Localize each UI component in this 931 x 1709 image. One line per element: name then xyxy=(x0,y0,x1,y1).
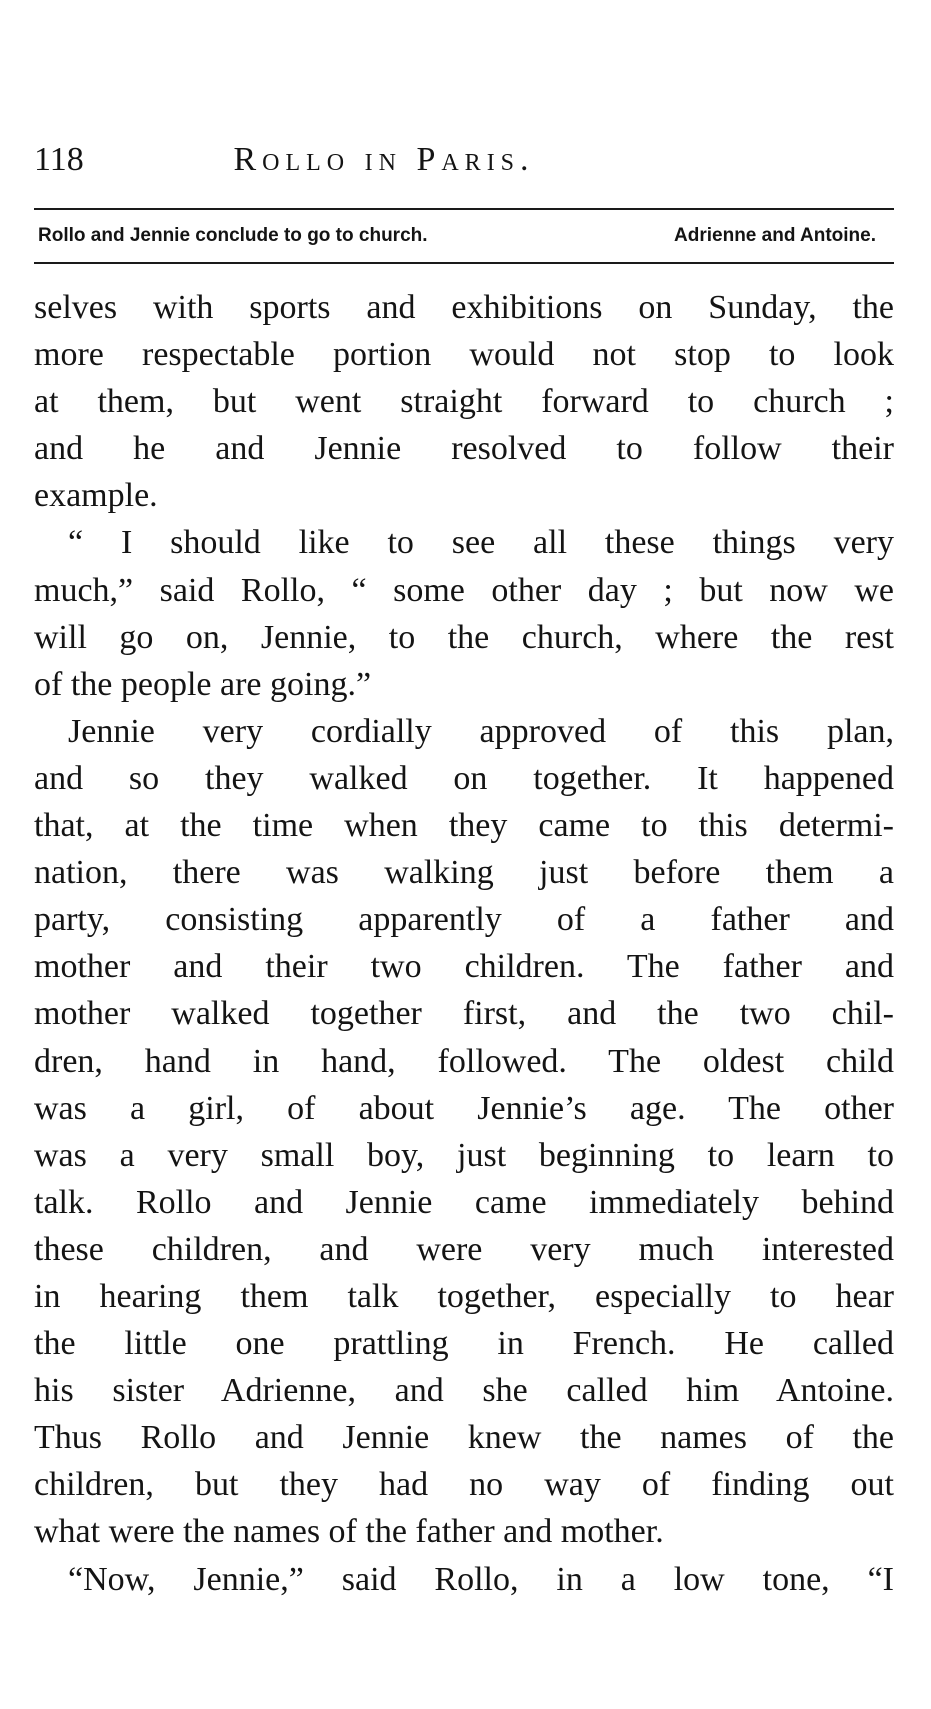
text-line: was a girl, of about Jennie’s age. The other xyxy=(34,1089,894,1127)
page-number: 118 xyxy=(34,141,84,178)
text-line: the little one prattling in French. He called xyxy=(34,1325,894,1363)
text-line: at them, but went straight forward to church ; xyxy=(34,383,894,421)
text-line: was a very small boy, just beginning to learn to xyxy=(34,1136,894,1174)
text-line: these children, and were very much interested xyxy=(34,1230,894,1268)
text-line: selves with sports and exhibitions on Sunday, the xyxy=(34,289,894,326)
subheader-left: Rollo and Jennie conclude to go to church. xyxy=(38,225,428,246)
text-line: in hearing them talk together, especially to hear xyxy=(34,1277,894,1315)
text-line: and he and Jennie resolved to follow their xyxy=(34,430,894,468)
text-line: party, consisting apparently of a father and xyxy=(34,901,894,939)
text-line: Thus Rollo and Jennie knew the names of the xyxy=(34,1419,894,1457)
page-header xyxy=(34,140,894,190)
text-line: much,” said Rollo, “ some other day ; but now we xyxy=(34,571,894,609)
text-line: what were the names of the father and mother. xyxy=(34,1513,664,1551)
text-line: “Now, Jennie,” said Rollo, in a low tone, “I xyxy=(68,1560,894,1598)
text-line: more respectable portion would not stop to look xyxy=(34,336,894,374)
text-line: mother walked together first, and the two chil- xyxy=(34,995,894,1033)
text-line: nation, there was walking just before them a xyxy=(34,854,894,892)
text-line: will go on, Jennie, to the church, where the rest xyxy=(34,618,894,656)
text-line: that, at the time when they came to this determi- xyxy=(34,807,894,845)
header-rule-bottom xyxy=(34,262,894,264)
text-line: mother and their two children. The father and xyxy=(34,948,894,986)
text-line: Jennie very cordially approved of this plan, xyxy=(68,712,894,750)
text-line: children, but they had no way of finding out xyxy=(34,1466,894,1504)
text-line: his sister Adrienne, and she called him Antoine. xyxy=(34,1372,894,1410)
text-line: talk. Rollo and Jennie came immediately behind xyxy=(34,1183,894,1221)
header-rule-top xyxy=(34,208,894,210)
text-line: “ I should like to see all these things very xyxy=(68,524,894,562)
subheader-right: Adrienne and Antoine. xyxy=(674,225,876,246)
body-text xyxy=(34,284,894,1603)
text-line: example. xyxy=(34,477,158,515)
text-line: dren, hand in hand, followed. The oldest child xyxy=(34,1042,894,1080)
text-line: of the people are going.” xyxy=(34,665,372,703)
running-title: Rollo in Paris. xyxy=(233,141,535,178)
section-subheader xyxy=(34,214,894,258)
text-line: and so they walked on together. It happened xyxy=(34,759,894,797)
